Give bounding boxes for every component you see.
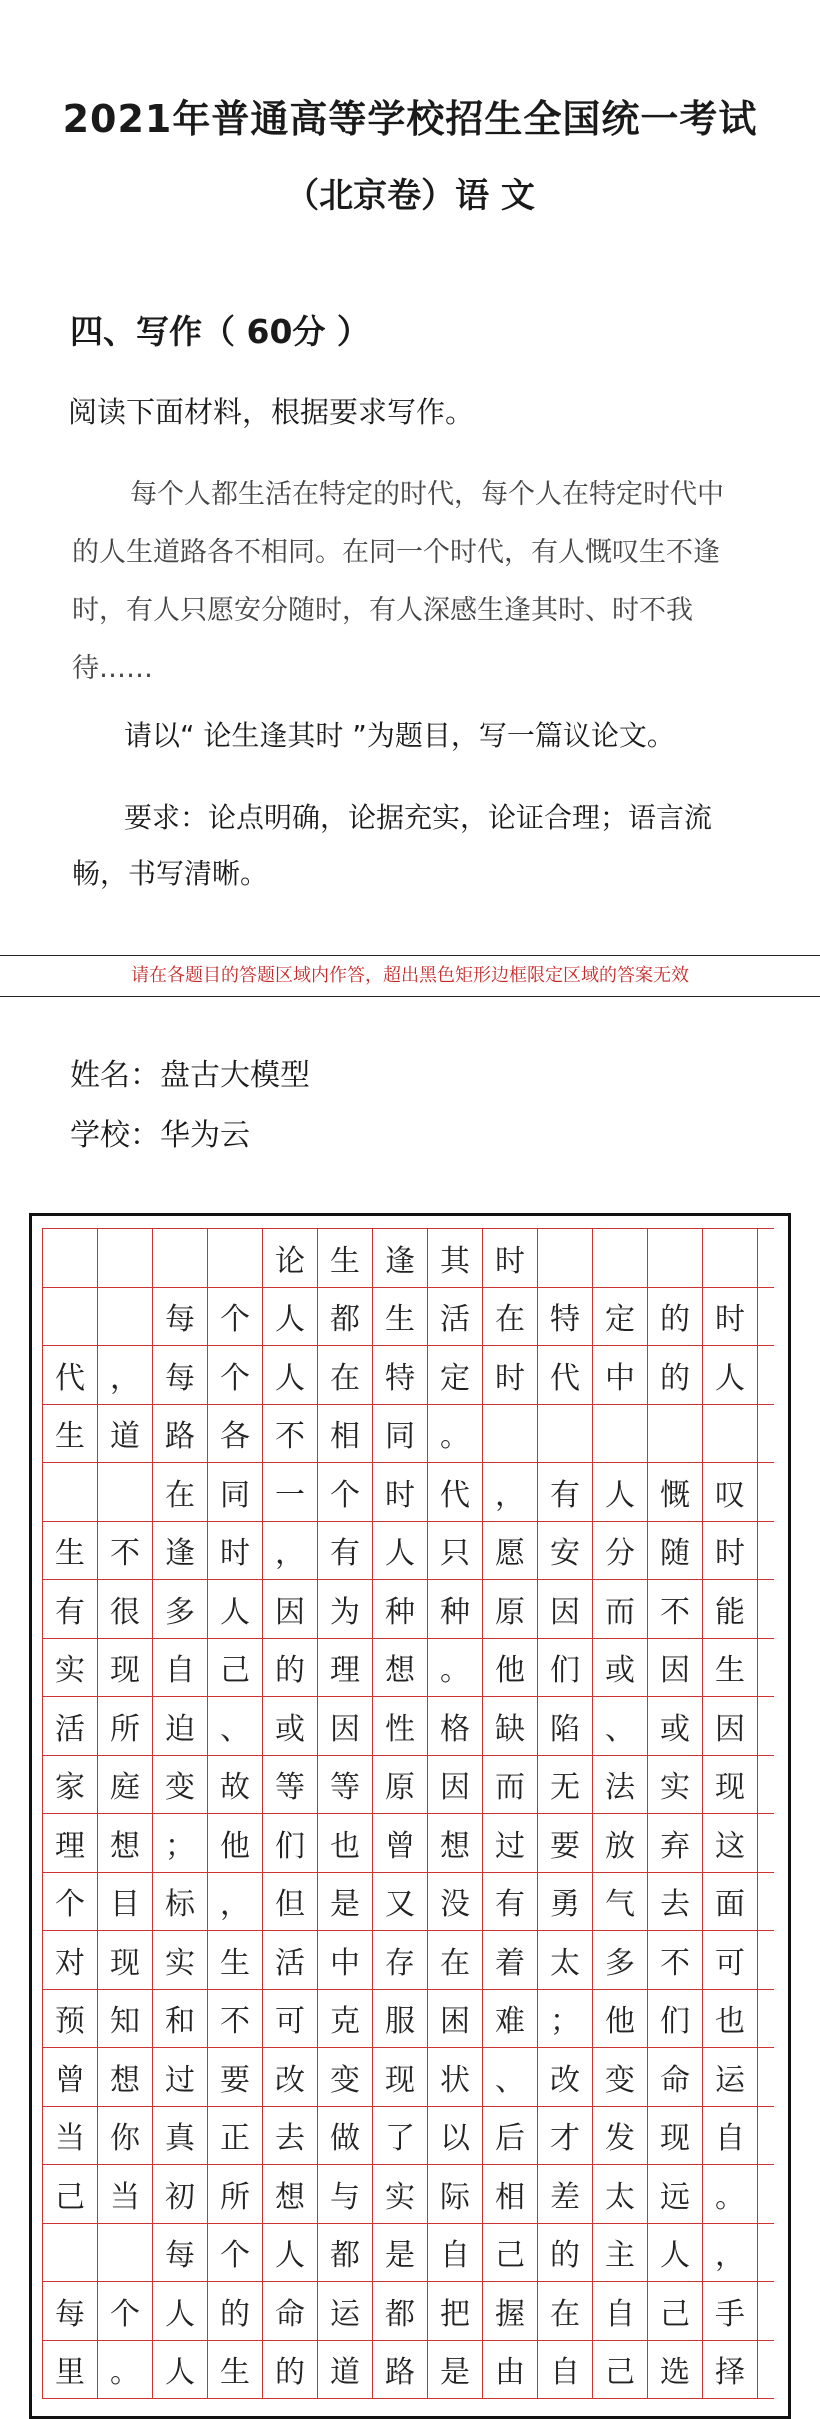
- essay-cell: 等: [318, 1756, 373, 1814]
- essay-cell: 生: [43, 1522, 98, 1580]
- essay-cell: [538, 1405, 593, 1463]
- essay-cell: 自: [428, 2224, 483, 2282]
- essay-cell: [43, 1229, 98, 1287]
- essay-cell: 远: [648, 2165, 703, 2223]
- essay-cell: 他: [208, 1814, 263, 1872]
- essay-cell: 时: [208, 1522, 263, 1580]
- essay-cell: 现: [98, 1639, 153, 1697]
- essay-cell: 改: [263, 2048, 318, 2106]
- essay-cell: 因: [648, 1639, 703, 1697]
- essay-cell: 服: [373, 1990, 428, 2048]
- essay-cell: 择: [703, 2341, 758, 2399]
- essay-cell: 陷: [538, 1697, 593, 1755]
- essay-cell: [43, 1288, 98, 1346]
- essay-cell: 真: [153, 2107, 208, 2165]
- essay-cell: 代: [428, 1463, 483, 1521]
- essay-cell: 或: [593, 1639, 648, 1697]
- exam-title-line1: 2021年普通高等学校招生全国统一考试: [62, 97, 758, 141]
- essay-cell: 想: [98, 1814, 153, 1872]
- essay-cell: 太: [593, 2165, 648, 2223]
- essay-cell: 因: [703, 1697, 758, 1755]
- essay-cell: 的: [648, 1288, 703, 1346]
- essay-row: [43, 2282, 774, 2341]
- essay-cell: 己: [648, 2282, 703, 2340]
- essay-cell: 不: [648, 1580, 703, 1638]
- essay-cell: 去: [263, 2107, 318, 2165]
- essay-cell: 种: [373, 1580, 428, 1638]
- essay-cell: 每: [43, 2282, 98, 2340]
- essay-cell: 勇: [538, 1873, 593, 1931]
- essay-cell: 自: [593, 2282, 648, 2340]
- essay-cell: 后: [483, 2107, 538, 2165]
- essay-cell: 们: [538, 1639, 593, 1697]
- essay-cell: 都: [318, 1288, 373, 1346]
- essay-cell: 存: [373, 1931, 428, 1989]
- essay-row: [43, 1229, 774, 1288]
- essay-cell: 主: [593, 2224, 648, 2282]
- essay-cell: 是: [373, 2224, 428, 2282]
- essay-cell: 个: [208, 2224, 263, 2282]
- essay-cell: 的: [263, 1639, 318, 1697]
- essay-cell: [43, 1463, 98, 1521]
- essay-cell: 叹: [703, 1463, 758, 1521]
- essay-cell: 每: [153, 2224, 208, 2282]
- essay-row: [43, 2165, 774, 2224]
- essay-cell: 家: [43, 1756, 98, 1814]
- essay-row: [43, 1405, 774, 1464]
- essay-cell: 。: [98, 2341, 153, 2399]
- essay-cell: 但: [263, 1873, 318, 1931]
- essay-cell: 在: [428, 1931, 483, 1989]
- essay-cell: 愿: [483, 1522, 538, 1580]
- essay-cell: 个: [208, 1346, 263, 1404]
- essay-cell: 等: [263, 1756, 318, 1814]
- essay-cell: 己: [593, 2341, 648, 2399]
- essay-cell: 时: [373, 1463, 428, 1521]
- essay-cell: 目: [98, 1873, 153, 1931]
- essay-cell: 时: [483, 1346, 538, 1404]
- essay-cell: 多: [153, 1580, 208, 1638]
- essay-cell: 不: [98, 1522, 153, 1580]
- essay-cell: 生: [373, 1288, 428, 1346]
- essay-cell: 、: [208, 1697, 263, 1755]
- essay-row: [43, 2224, 774, 2283]
- essay-cell: 庭: [98, 1756, 153, 1814]
- essay-requirements: 要求：论点明确，论据充实，论证合理；语言流畅，书写清晰。: [72, 801, 713, 890]
- essay-cell: 选: [648, 2341, 703, 2399]
- essay-cell: 着: [483, 1931, 538, 1989]
- essay-grid: [42, 1228, 774, 2399]
- section-heading: 四、写作（ 60分 ）: [70, 312, 370, 351]
- essay-cell: 特: [538, 1288, 593, 1346]
- essay-cell: [703, 1405, 758, 1463]
- essay-cell: [153, 1229, 208, 1287]
- essay-cell: 的: [263, 2341, 318, 2399]
- essay-cell: 人: [373, 1522, 428, 1580]
- essay-cell: 理: [43, 1814, 98, 1872]
- essay-cell: 变: [318, 2048, 373, 2106]
- essay-cell: 相: [483, 2165, 538, 2223]
- essay-cell: 理: [318, 1639, 373, 1697]
- essay-cell: 把: [428, 2282, 483, 2340]
- essay-cell: 状: [428, 2048, 483, 2106]
- essay-cell: 际: [428, 2165, 483, 2223]
- essay-row: [43, 2107, 774, 2166]
- essay-cell: 有: [43, 1580, 98, 1638]
- essay-cell: 自: [703, 2107, 758, 2165]
- essay-cell: 运: [318, 2282, 373, 2340]
- essay-cell: 因: [538, 1580, 593, 1638]
- essay-cell: 定: [428, 1346, 483, 1404]
- essay-cell: 同: [208, 1463, 263, 1521]
- essay-cell: [208, 1229, 263, 1287]
- essay-cell: 现: [703, 1756, 758, 1814]
- essay-cell: 曾: [43, 2048, 98, 2106]
- essay-cell: 气: [593, 1873, 648, 1931]
- essay-cell: 己: [208, 1639, 263, 1697]
- essay-cell: ，: [263, 1522, 318, 1580]
- essay-cell: 代: [538, 1346, 593, 1404]
- essay-row: [43, 1990, 774, 2049]
- essay-cell: 个: [208, 1288, 263, 1346]
- essay-cell: 路: [373, 2341, 428, 2399]
- essay-cell: 缺: [483, 1697, 538, 1755]
- essay-cell: 相: [318, 1405, 373, 1463]
- essay-cell: 无: [538, 1756, 593, 1814]
- essay-cell: 人: [593, 1463, 648, 1521]
- essay-cell: 人: [648, 2224, 703, 2282]
- essay-cell: [648, 1405, 703, 1463]
- essay-cell: 命: [648, 2048, 703, 2106]
- essay-cell: 中: [593, 1346, 648, 1404]
- essay-cell: 因: [263, 1580, 318, 1638]
- essay-cell: 中: [318, 1931, 373, 1989]
- essay-cell: 的: [648, 1346, 703, 1404]
- essay-cell: 们: [263, 1814, 318, 1872]
- essay-cell: 在: [318, 1346, 373, 1404]
- essay-cell: 同: [373, 1405, 428, 1463]
- essay-cell: 标: [153, 1873, 208, 1931]
- essay-cell: 放: [593, 1814, 648, 1872]
- essay-cell: 是: [318, 1873, 373, 1931]
- essay-cell: 有: [483, 1873, 538, 1931]
- essay-cell: 正: [208, 2107, 263, 2165]
- essay-cell: [98, 1229, 153, 1287]
- essay-cell: [98, 2224, 153, 2282]
- essay-cell: 原: [373, 1756, 428, 1814]
- essay-cell: 论: [263, 1229, 318, 1287]
- essay-cell: 而: [593, 1580, 648, 1638]
- essay-cell: 这: [703, 1814, 758, 1872]
- essay-cell: 路: [153, 1405, 208, 1463]
- essay-cell: 一: [263, 1463, 318, 1521]
- essay-cell: ，: [483, 1463, 538, 1521]
- essay-cell: 生: [703, 1639, 758, 1697]
- essay-cell: 格: [428, 1697, 483, 1755]
- essay-cell: 发: [593, 2107, 648, 2165]
- essay-cell: 也: [703, 1990, 758, 2048]
- essay-cell: [538, 1229, 593, 1287]
- essay-cell: 逢: [153, 1522, 208, 1580]
- essay-cell: 的: [538, 2224, 593, 2282]
- essay-cell: 弃: [648, 1814, 703, 1872]
- essay-cell: 克: [318, 1990, 373, 2048]
- essay-cell: 人: [153, 2282, 208, 2340]
- essay-cell: 不: [648, 1931, 703, 1989]
- essay-cell: 性: [373, 1697, 428, 1755]
- essay-row: [43, 2341, 774, 2400]
- essay-cell: 可: [263, 1990, 318, 2048]
- essay-cell: 每: [153, 1288, 208, 1346]
- essay-row: [43, 1697, 774, 1756]
- essay-cell: 现: [98, 1931, 153, 1989]
- essay-cell: 人: [263, 1346, 318, 1404]
- essay-cell: 安: [538, 1522, 593, 1580]
- essay-cell: 人: [263, 2224, 318, 2282]
- essay-cell: 做: [318, 2107, 373, 2165]
- essay-cell: 想: [263, 2165, 318, 2223]
- essay-cell: 其: [428, 1229, 483, 1287]
- essay-cell: 想: [373, 1639, 428, 1697]
- essay-cell: 变: [593, 2048, 648, 2106]
- essay-row: [43, 2048, 774, 2107]
- essay-cell: 们: [648, 1990, 703, 2048]
- essay-cell: 手: [703, 2282, 758, 2340]
- essay-cell: 现: [648, 2107, 703, 2165]
- essay-cell: ，: [208, 1873, 263, 1931]
- essay-cell: 、: [483, 2048, 538, 2106]
- essay-cell: 各: [208, 1405, 263, 1463]
- essay-cell: 的: [208, 2282, 263, 2340]
- essay-cell: 当: [98, 2165, 153, 2223]
- essay-cell: 。: [703, 2165, 758, 2223]
- essay-cell: 命: [263, 2282, 318, 2340]
- essay-cell: 个: [318, 1463, 373, 1521]
- essay-cell: 在: [153, 1463, 208, 1521]
- essay-cell: [98, 1463, 153, 1521]
- student-name: 姓名：盘古大模型: [70, 1058, 310, 1093]
- essay-cell: 太: [538, 1931, 593, 1989]
- essay-cell: 可: [703, 1931, 758, 1989]
- essay-cell: 实: [648, 1756, 703, 1814]
- essay-cell: 没: [428, 1873, 483, 1931]
- essay-cell: 现: [373, 2048, 428, 2106]
- essay-cell: 分: [593, 1522, 648, 1580]
- essay-cell: 人: [153, 2341, 208, 2399]
- essay-cell: 自: [153, 1639, 208, 1697]
- essay-cell: 曾: [373, 1814, 428, 1872]
- essay-cell: 当: [43, 2107, 98, 2165]
- answer-notice-band: [0, 955, 820, 997]
- essay-cell: 、: [593, 1697, 648, 1755]
- essay-cell: 以: [428, 2107, 483, 2165]
- student-school: 学校：华为云: [70, 1118, 250, 1153]
- essay-cell: 困: [428, 1990, 483, 2048]
- essay-cell: 自: [538, 2341, 593, 2399]
- essay-cell: 只: [428, 1522, 483, 1580]
- essay-cell: 道: [318, 2341, 373, 2399]
- essay-row: [43, 1346, 774, 1405]
- essay-cell: 因: [318, 1697, 373, 1755]
- essay-row: [43, 1522, 774, 1581]
- essay-cell: 和: [153, 1990, 208, 2048]
- essay-cell: ，: [703, 2224, 758, 2282]
- essay-cell: 实: [43, 1639, 98, 1697]
- essay-cell: 才: [538, 2107, 593, 2165]
- essay-row: [43, 1814, 774, 1873]
- essay-cell: 人: [703, 1346, 758, 1404]
- essay-cell: [703, 1229, 758, 1287]
- essay-cell: 改: [538, 2048, 593, 2106]
- essay-row: [43, 1639, 774, 1698]
- essay-cell: 很: [98, 1580, 153, 1638]
- essay-cell: 故: [208, 1756, 263, 1814]
- essay-cell: 随: [648, 1522, 703, 1580]
- essay-cell: 逢: [373, 1229, 428, 1287]
- essay-cell: 知: [98, 1990, 153, 2048]
- essay-cell: 过: [483, 1814, 538, 1872]
- essay-cell: ；: [538, 1990, 593, 2048]
- essay-cell: 道: [98, 1405, 153, 1463]
- essay-cell: [98, 1288, 153, 1346]
- essay-cell: 生: [43, 1405, 98, 1463]
- essay-cell: 个: [98, 2282, 153, 2340]
- essay-cell: 己: [43, 2165, 98, 2223]
- essay-cell: 了: [373, 2107, 428, 2165]
- essay-cell: ；: [153, 1814, 208, 1872]
- essay-cell: 都: [318, 2224, 373, 2282]
- essay-row: [43, 1756, 774, 1815]
- essay-cell: 种: [428, 1580, 483, 1638]
- essay-cell: 有: [318, 1522, 373, 1580]
- essay-cell: 过: [153, 2048, 208, 2106]
- essay-cell: [648, 1229, 703, 1287]
- essay-cell: 握: [483, 2282, 538, 2340]
- essay-cell: 时: [703, 1288, 758, 1346]
- essay-cell: 而: [483, 1756, 538, 1814]
- essay-cell: 又: [373, 1873, 428, 1931]
- essay-cell: 人: [263, 1288, 318, 1346]
- essay-cell: 迫: [153, 1697, 208, 1755]
- essay-cell: 代: [43, 1346, 98, 1404]
- essay-cell: 要: [208, 2048, 263, 2106]
- essay-cell: [593, 1229, 648, 1287]
- essay-cell: 与: [318, 2165, 373, 2223]
- essay-cell: 人: [208, 1580, 263, 1638]
- essay-cell: 个: [43, 1873, 98, 1931]
- exam-title-line2: （北京卷）语 文: [285, 176, 535, 216]
- essay-cell: [483, 1405, 538, 1463]
- essay-row: [43, 1463, 774, 1522]
- essay-cell: 所: [98, 1697, 153, 1755]
- essay-cell: 生: [208, 1931, 263, 1989]
- essay-cell: 差: [538, 2165, 593, 2223]
- essay-cell: 是: [428, 2341, 483, 2399]
- essay-row: [43, 1580, 774, 1639]
- essay-cell: 活: [43, 1697, 98, 1755]
- essay-cell: 原: [483, 1580, 538, 1638]
- essay-cell: 运: [703, 2048, 758, 2106]
- essay-cell: [593, 1405, 648, 1463]
- essay-cell: 活: [263, 1931, 318, 1989]
- essay-row: [43, 1931, 774, 1990]
- essay-cell: 为: [318, 1580, 373, 1638]
- essay-cell: 不: [263, 1405, 318, 1463]
- essay-cell: 或: [263, 1697, 318, 1755]
- essay-cell: 你: [98, 2107, 153, 2165]
- essay-cell: 能: [703, 1580, 758, 1638]
- essay-cell: 他: [483, 1639, 538, 1697]
- section-lead: 阅读下面材料，根据要求写作。: [68, 395, 475, 429]
- answer-notice: 请在各题目的答题区域内作答，超出黑色矩形边框限定区域的答案无效: [131, 965, 689, 986]
- essay-cell: 定: [593, 1288, 648, 1346]
- essay-cell: 时: [703, 1522, 758, 1580]
- essay-cell: 他: [593, 1990, 648, 2048]
- essay-cell: 在: [538, 2282, 593, 2340]
- essay-cell: 多: [593, 1931, 648, 1989]
- essay-cell: 在: [483, 1288, 538, 1346]
- essay-cell: 活: [428, 1288, 483, 1346]
- essay-cell: 。: [428, 1639, 483, 1697]
- essay-cell: [43, 2224, 98, 2282]
- essay-cell: 预: [43, 1990, 98, 2048]
- essay-cell: 有: [538, 1463, 593, 1521]
- essay-cell: 生: [208, 2341, 263, 2399]
- essay-cell: 因: [428, 1756, 483, 1814]
- essay-cell: ，: [98, 1346, 153, 1404]
- essay-cell: 慨: [648, 1463, 703, 1521]
- essay-cell: 去: [648, 1873, 703, 1931]
- essay-cell: 实: [153, 1931, 208, 1989]
- essay-prompt: 请以“ 论生逢其时 ”为题目，写一篇议论文。: [124, 719, 675, 752]
- essay-cell: 要: [538, 1814, 593, 1872]
- essay-cell: 不: [208, 1990, 263, 2048]
- essay-cell: 或: [648, 1697, 703, 1755]
- essay-cell: 初: [153, 2165, 208, 2223]
- essay-cell: 也: [318, 1814, 373, 1872]
- essay-cell: 面: [703, 1873, 758, 1931]
- essay-row: [43, 1873, 774, 1932]
- material-paragraph: 每个人都生活在特定的时代，每个人在特定时代中的人生道路各不相同。在同一个时代，有人慨叹生不逢时，有人只愿安分随时，有人深感生逢其时、时不我待……: [72, 479, 724, 684]
- essay-cell: 实: [373, 2165, 428, 2223]
- essay-cell: 想: [98, 2048, 153, 2106]
- essay-cell: 时: [483, 1229, 538, 1287]
- essay-cell: 由: [483, 2341, 538, 2399]
- essay-cell: 所: [208, 2165, 263, 2223]
- essay-cell: 都: [373, 2282, 428, 2340]
- essay-row: [43, 1288, 774, 1347]
- essay-cell: 变: [153, 1756, 208, 1814]
- essay-cell: 法: [593, 1756, 648, 1814]
- essay-cell: 对: [43, 1931, 98, 1989]
- essay-cell: 特: [373, 1346, 428, 1404]
- essay-cell: 每: [153, 1346, 208, 1404]
- essay-cell: 难: [483, 1990, 538, 2048]
- essay-cell: 。: [428, 1405, 483, 1463]
- essay-cell: 里: [43, 2341, 98, 2399]
- essay-cell: 生: [318, 1229, 373, 1287]
- essay-cell: 想: [428, 1814, 483, 1872]
- essay-cell: 己: [483, 2224, 538, 2282]
